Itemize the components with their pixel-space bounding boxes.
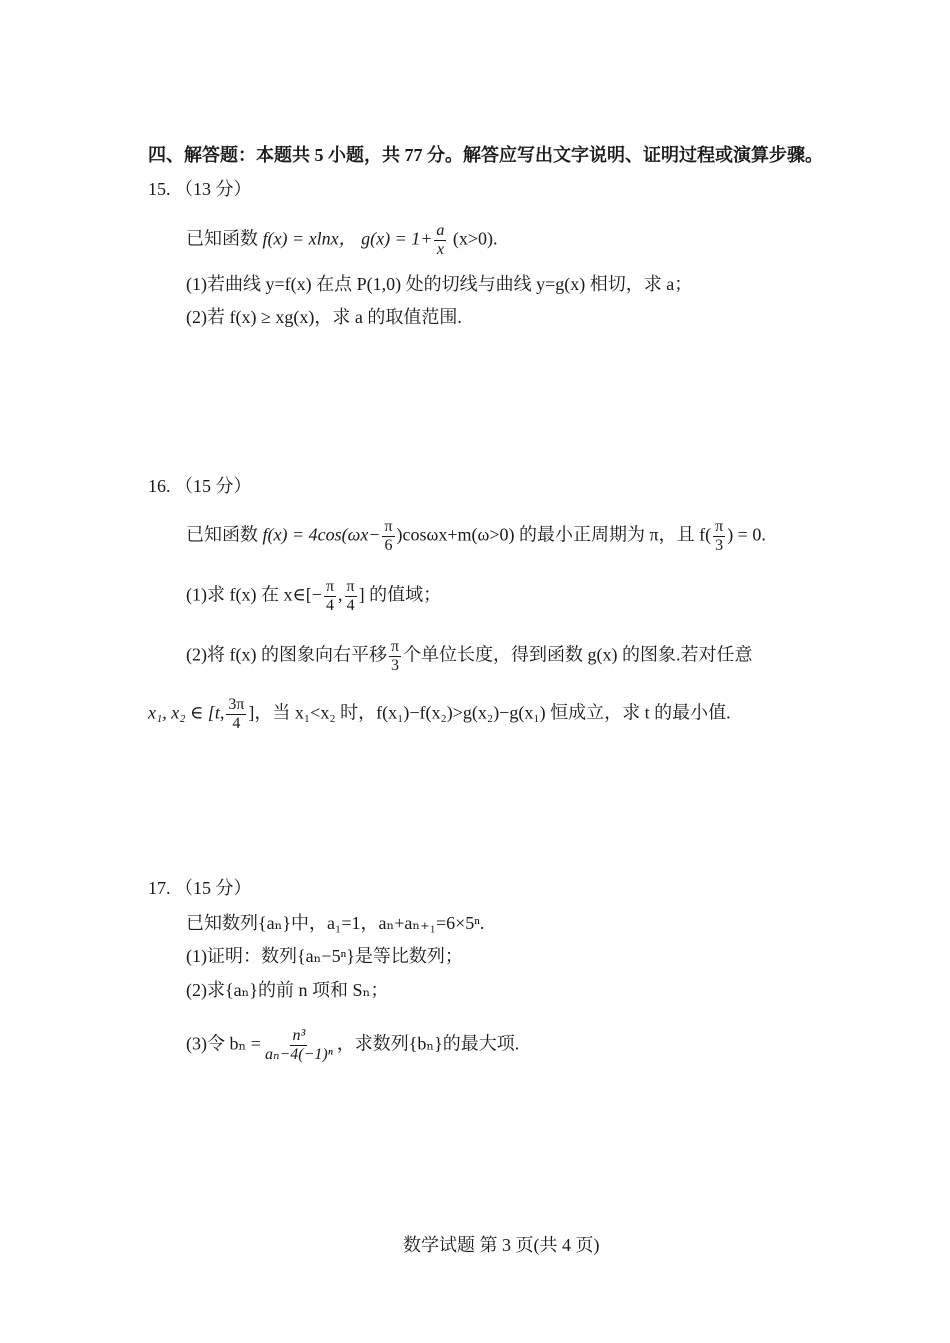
part-text: 若曲线 y=f(x) 在点 P(1,0) 处的切线与曲线 y=g(x) 相切，求 a； [207, 274, 693, 294]
fraction-3pi-over-4: $\frac{3\pi}{4}$ [228, 696, 245, 732]
problem-16-part-2-cont: x₁, x₂ ∈ [t, $\frac{3\pi}{4}$ ]，当 x₁<x₂ 时，f(x₁)−f(x₂)>g(x₂)−g(x₁) 恒成立，求 t 的最小值. [148, 696, 731, 732]
part-label: (2) [186, 307, 207, 327]
part-label: (3) [186, 1033, 207, 1054]
problem-15-part-1 [186, 272, 692, 296]
problem-number: 16. [148, 476, 171, 496]
page-footer: 数学试题 第 3 页(共 4 页) [403, 1235, 600, 1255]
fraction-pi-over-6: $\frac{\pi}{6}$ [384, 518, 393, 554]
fraction-pi-over-3: $\frac{\pi}{3}$ [390, 638, 400, 674]
problem-17-stem: 已知数列{aₙ}中，a₁=1，aₙ+aₙ₊₁=6×5ⁿ. [186, 913, 485, 933]
problem-15-part-2 [186, 305, 462, 329]
fraction-pi-over-4: $\frac{\pi}{4}$ [325, 578, 335, 614]
problem-16-part-1: (1)求 f(x) 在 x∈[− $\frac{\pi}{4}$ , $\frac{\pi}{4}$ ] 的值域； [186, 578, 442, 614]
problem-number: 15. [148, 179, 171, 199]
problem-17-part-1: (1)证明：数列{aₙ−5ⁿ}是等比数列； [186, 946, 463, 966]
part-label: (1) [186, 274, 207, 294]
problem-points: （15 分） [175, 878, 252, 898]
problem-points: （15 分） [175, 476, 252, 496]
section-heading: 四、解答题：本题共 5 小题，共 77 分。解答应写出文字说明、证明过程或演算步骤。 [148, 145, 823, 165]
fraction-bn: $\frac{\text{n³}}{\text{aₙ−4(−1)ⁿ}}$ [264, 1027, 333, 1063]
fraction-pi-over-3: $\frac{\pi}{3}$ [715, 518, 724, 554]
part-label: (2) [186, 980, 207, 1000]
domain-condition: (x>0). [452, 228, 498, 249]
part-label: (1) [186, 584, 207, 605]
stem-prefix: 已知函数 [186, 524, 258, 545]
problem-16-stem: 已知函数 f(x) = 4cos(ωx− $\frac{\pi}{6}$ )cosωx+m(ω>0) 的最小正周期为 π，且 f( $\frac{\pi}{3}$ ) = 0. [186, 518, 766, 554]
problem-17-header [148, 876, 252, 900]
stem-prefix: 已知函数 [186, 228, 258, 249]
problem-15-header [148, 177, 252, 201]
part-text: 若 f(x) ≥ xg(x)，求 a 的取值范围. [207, 307, 462, 327]
g-definition: g(x) = 1+ [361, 228, 433, 249]
problem-17-part-2: (2)求{aₙ}的前 n 项和 Sₙ； [186, 980, 389, 1000]
problem-points: （13 分） [175, 179, 252, 199]
fraction-a-over-x: $\frac{a}{x}$ [436, 222, 445, 258]
problem-15-stem [186, 222, 498, 259]
problem-17-part-3: (3)令 bₙ = $\frac{\text{n³}}{\text{aₙ−4(−1)ⁿ}}$ ，求数列{bₙ}的最大项. [186, 1027, 520, 1063]
problem-16-part-2: (2)将 f(x) 的图象向右平移 $\frac{\pi}{3}$ 个单位长度，得到函数 g(x) 的图象.若对任意 [186, 638, 753, 674]
problem-number: 17. [148, 878, 171, 898]
f-definition: f(x) = xlnx， [262, 228, 357, 249]
fraction-pi-over-4: $\frac{\pi}{4}$ [346, 578, 355, 614]
problem-16-header [148, 474, 252, 498]
part-label: (2) [186, 644, 207, 665]
part-label: (1) [186, 946, 207, 966]
